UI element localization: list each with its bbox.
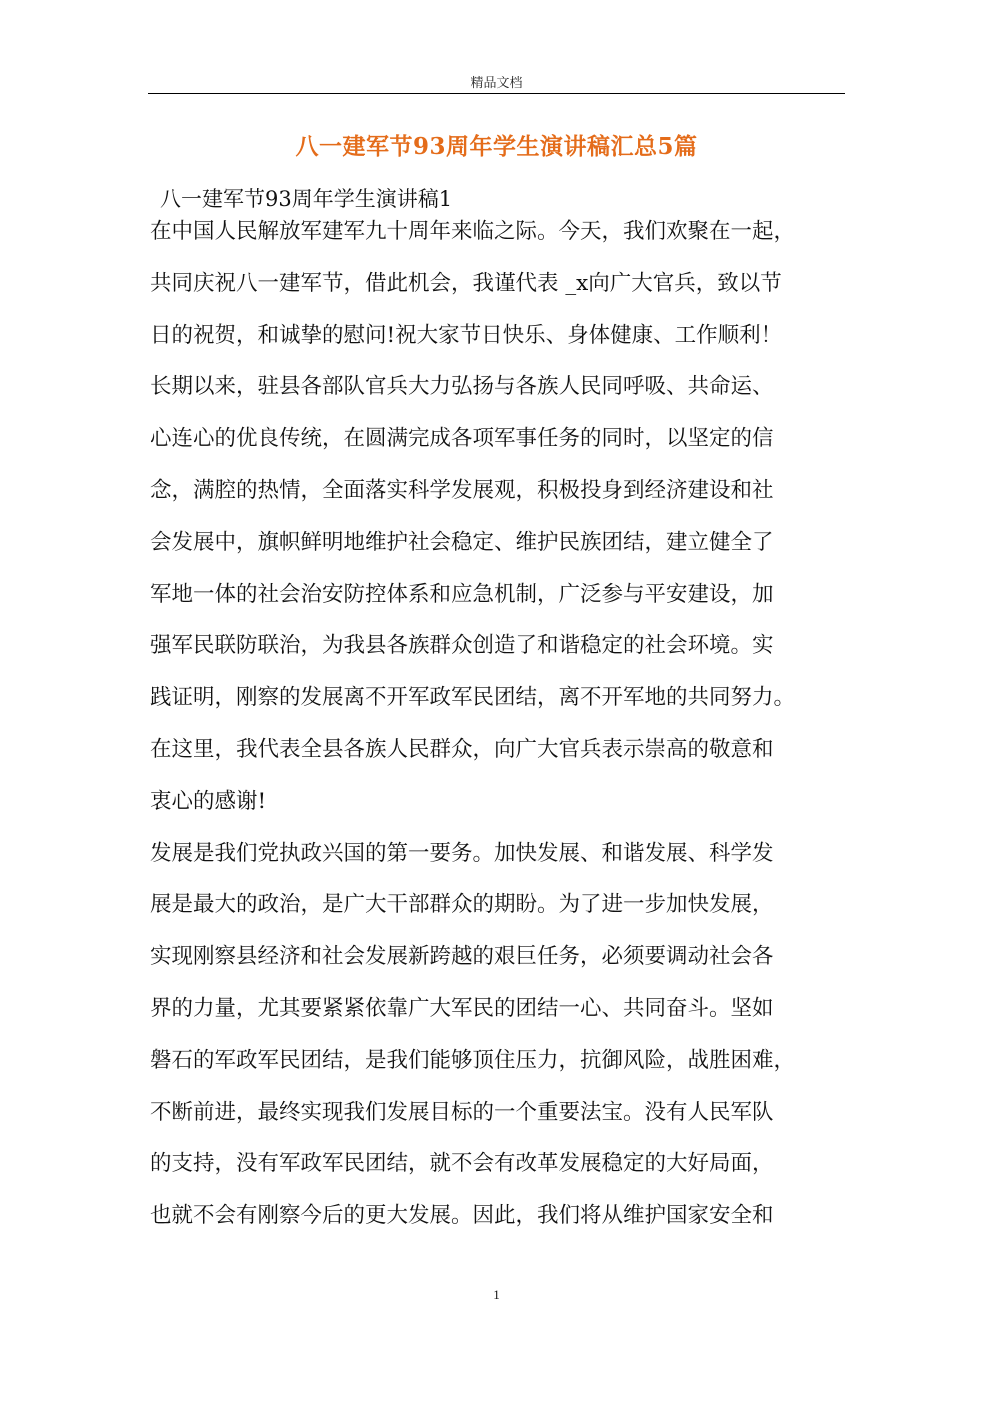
text-line: 强军民联防联治，为我县各族群众创造了和谐稳定的社会环境。实 xyxy=(150,633,774,659)
speech-subtitle: 八一建军节93周年学生演讲稿1 xyxy=(160,187,453,211)
text-line: 在中国人民解放军建军九十周年来临之际。今天，我们欢聚在一起， xyxy=(150,219,796,244)
text-line: 实现刚察县经济和社会发展新跨越的艰巨任务，必须要调动社会各 xyxy=(150,944,774,970)
text-line: 长期以来，驻县各部队官兵大力弘扬与各族人民同呼吸、共命运、 xyxy=(150,374,774,400)
text-line: 日的祝贺，和诚挚的慰问!祝大家节日快乐、身体健康、工作顺利！ xyxy=(150,322,783,348)
text-line: 在这里，我代表全县各族人民群众，向广大官兵表示崇高的敬意和 xyxy=(150,736,774,762)
text-line: 的支持，没有军政军民团结，就不会有改革发展稳定的大好局面， xyxy=(150,1151,774,1177)
text-line: 践证明，刚察的发展离不开军政军民团结，离不开军地的共同努力。 xyxy=(150,685,796,711)
text-line: 念，满腔的热情，全面落实科学发展观，积极投身到经济建设和社 xyxy=(150,477,774,503)
text-line: 界的力量，尤其要紧紧依靠广大军民的团结一心、共同奋斗。坚如 xyxy=(150,995,774,1021)
header-label: 精品文档 xyxy=(470,76,523,91)
page-number: 1 xyxy=(493,1287,500,1302)
document-title: 八一建军节93周年学生演讲稿汇总5篇 xyxy=(295,133,698,160)
text-line: 不断前进，最终实现我们发展目标的一个重要法宝。没有人民军队 xyxy=(150,1099,774,1125)
text-line: 展是最大的政治，是广大干部群众的期盼。为了进一步加快发展， xyxy=(150,892,774,918)
header-divider xyxy=(148,93,845,94)
text-line: 发展是我们党执政兴国的第一要务。加快发展、和谐发展、科学发 xyxy=(150,840,774,866)
text-line: 衷心的感谢! xyxy=(150,788,267,814)
text-line: 磐石的军政军民团结，是我们能够顶住压力，抗御风险，战胜困难， xyxy=(150,1047,796,1073)
text-line: 军地一体的社会治安防控体系和应急机制，广泛参与平安建设，加 xyxy=(150,581,774,607)
text-line: 共同庆祝八一建军节，借此机会，我谨代表 _x向广大官兵，致以节 xyxy=(150,270,782,296)
text-line: 会发展中，旗帜鲜明地维护社会稳定、维护民族团结，建立健全了 xyxy=(150,529,774,555)
body-text xyxy=(150,206,840,1242)
text-line: 心连心的优良传统，在圆满完成各项军事任务的同时，以坚定的信 xyxy=(150,426,774,452)
text-line: 也就不会有刚察今后的更大发展。因此，我们将从维护国家安全和 xyxy=(150,1203,774,1229)
